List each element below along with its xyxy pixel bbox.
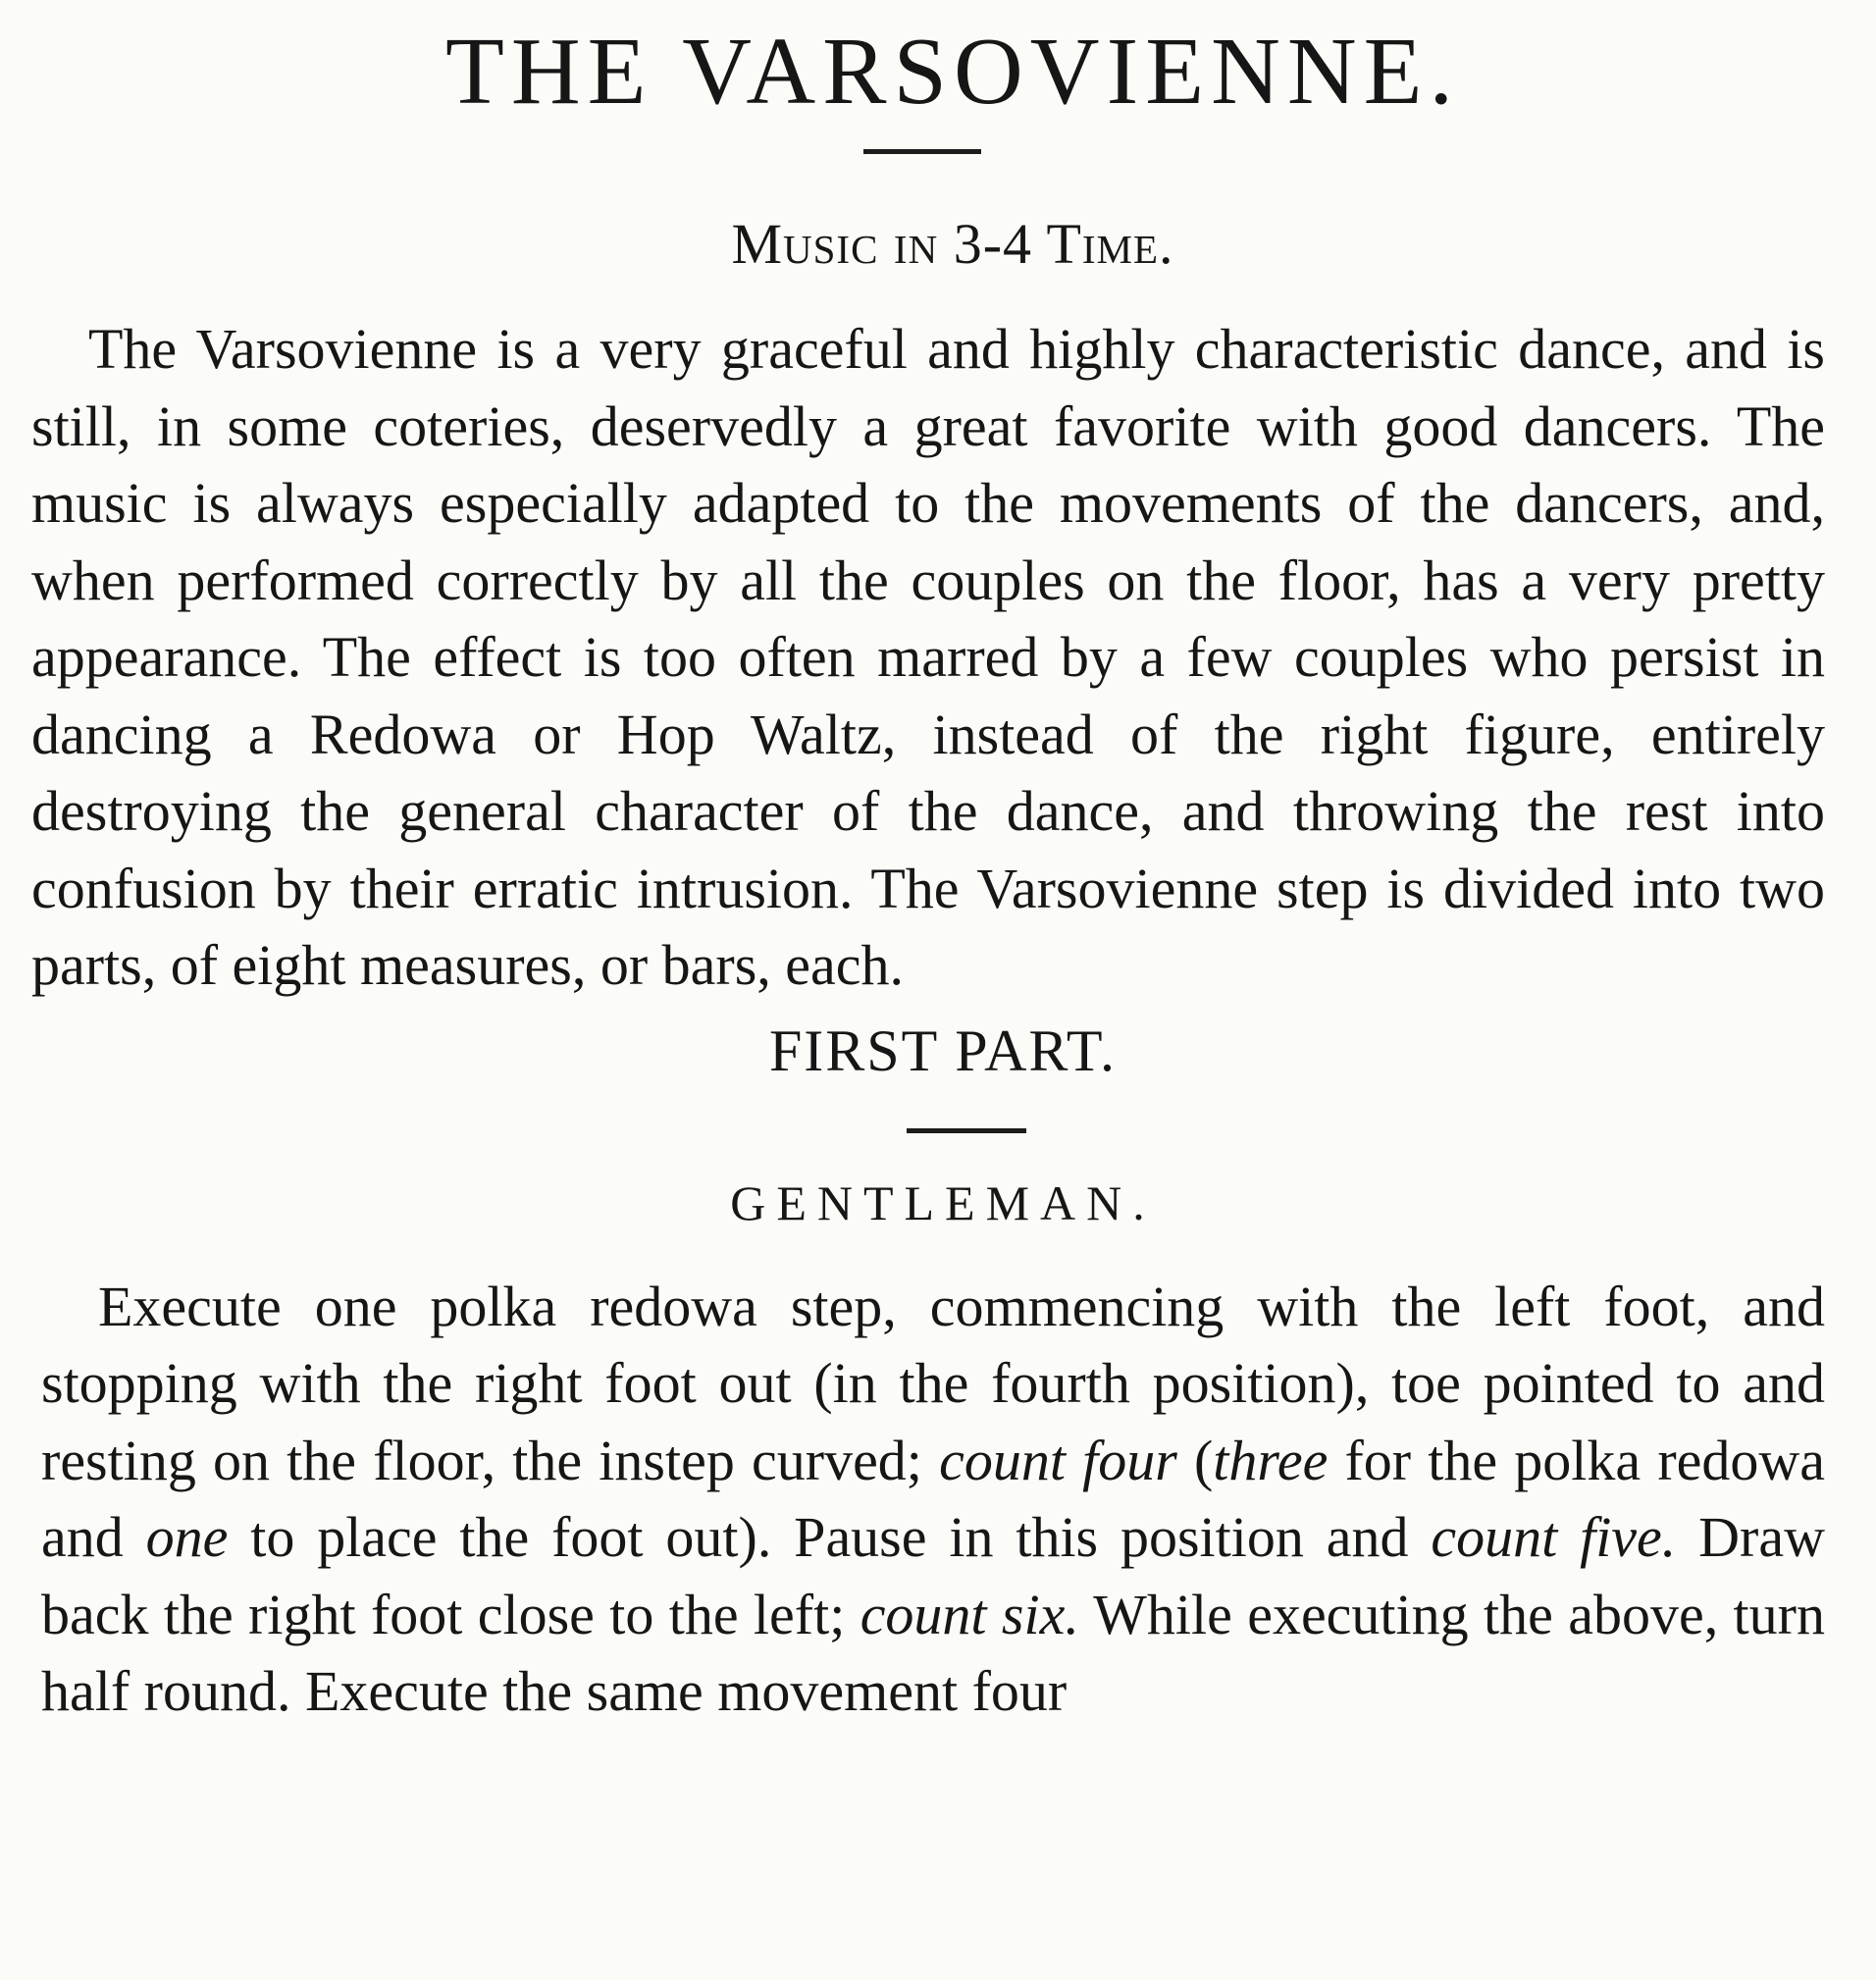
gentleman-text-1: Execute one polka redowa step, commencing with the left foot, and stopping with the right foot out (in the fourth position), toe pointed to and resting on the floor, the instep curved; xyxy=(41,1274,1825,1492)
gentleman-emphasis-5: count six. xyxy=(860,1582,1079,1646)
gentleman-emphasis-4: count five. xyxy=(1431,1505,1677,1569)
page-title: THE VARSOVIENNE. xyxy=(445,19,1460,125)
gentleman-text-6: While executing the above, turn half round. Execute the same movement four xyxy=(41,1582,1825,1723)
gentleman-paragraph xyxy=(31,1269,1825,1731)
gentleman-emphasis-1: count four xyxy=(939,1428,1177,1492)
title-divider xyxy=(863,149,981,154)
gentleman-text-3: for the polka redowa and xyxy=(41,1428,1826,1569)
section-divider xyxy=(907,1128,1026,1133)
gentleman-text-5: Draw back the right foot close to the left; xyxy=(41,1505,1825,1646)
gentleman-emphasis-3: one xyxy=(145,1505,229,1569)
intro-paragraph-text: The Varsovienne is a very graceful and highly characteristic dance, and is still, in some coteries, deservedly a great favorite with good dancers. The music is always especially adapted to the movements of the dancers, and, when performed correctly by all the couples on the floor, has a very pretty appearance. The effect is too often marred by a few couples who persist in dancing a Redowa or Hop Waltz, instead of the right figure, entirely destroying the general character of the dance, and throwing the rest into confusion by their erratic intrusion. The Varsovienne step is divided into two parts, of eight measures, or bars, each. xyxy=(31,317,1825,997)
gentleman-text-2: ( xyxy=(1176,1428,1214,1492)
section-heading: FIRST PART. xyxy=(768,1017,1118,1083)
music-subheading: Music in 3-4 Time. xyxy=(731,212,1174,276)
gentleman-text-4: to place the foot out). Pause in this position and xyxy=(228,1505,1432,1569)
role-heading: GENTLEMAN. xyxy=(730,1174,1156,1230)
intro-paragraph xyxy=(31,311,1825,1005)
gentleman-emphasis-2: three xyxy=(1213,1428,1329,1492)
